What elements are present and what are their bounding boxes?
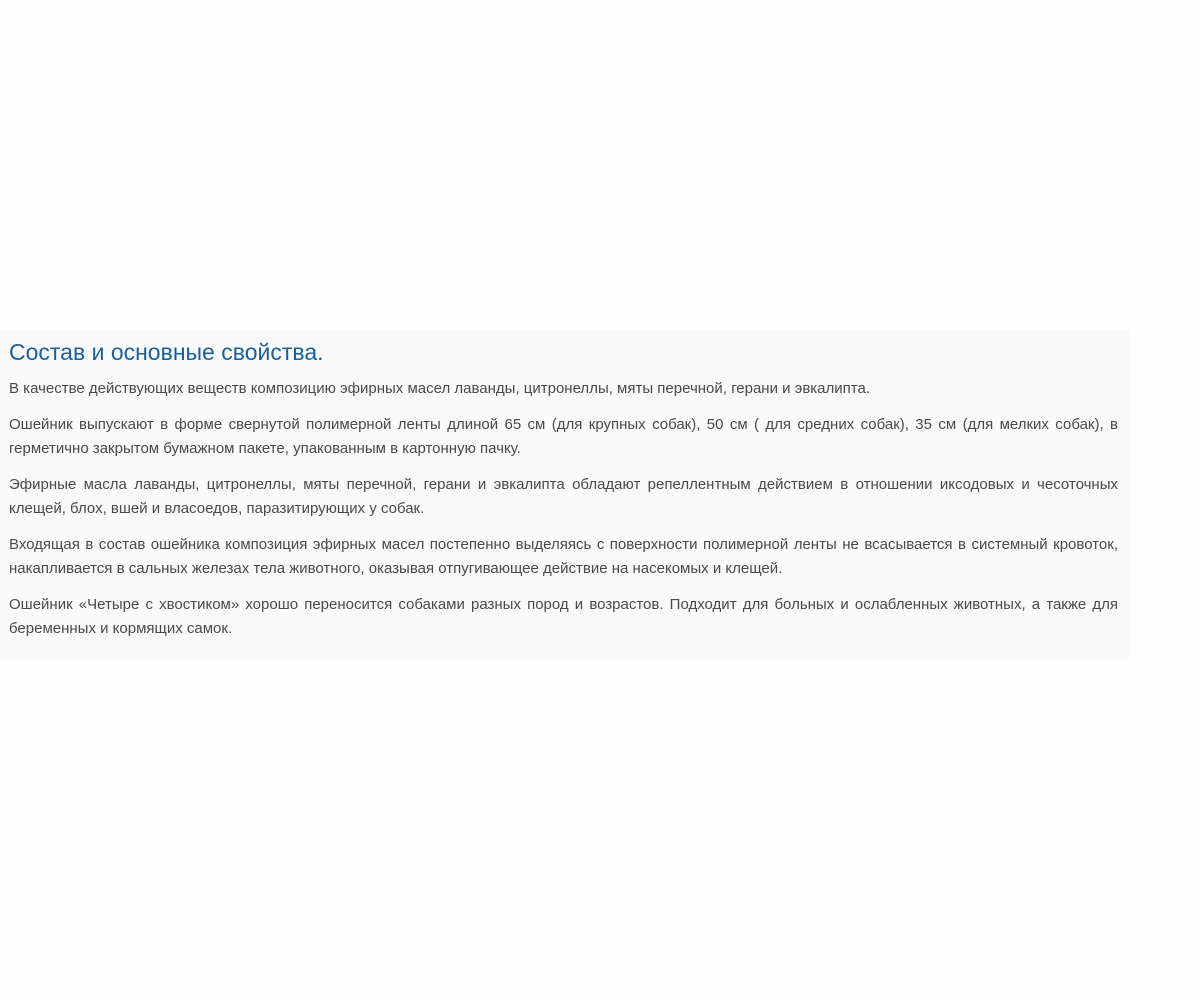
section-title: Состав и основные свойства. [9, 339, 324, 365]
paragraph-release-form: Ошейник выпускают в форме свернутой полимерной ленты длиной 65 см (для крупных собак), 50 см ( для средних собак), 35 см (для мелких собак), в герметично закрытом бумажном пакете, упакованным в картонную пачку. [9, 416, 1118, 457]
description-section [0, 330, 1130, 660]
paragraph-repellent-action: Эфирные масла лаванды, цитронеллы, мяты перечной, герани и эвкалипта обладают репеллентным действием в отношении иксодовых и чесоточных клещей, блох, вшей и власоедов, паразитирующих у собак. [9, 476, 1118, 517]
paragraph-active-ingredients: В качестве действующих веществ композицию эфирных масел лаванды, цитронеллы, мяты перечной, герани и эвкалипта. [9, 380, 870, 397]
paragraph-tolerance: Ошейник «Четыре с хвостиком» хорошо переносится собаками разных пород и возрастов. Подходит для больных и ослабленных животных, а также для беременных и кормящих самок. [9, 596, 1118, 637]
paragraph-mechanism: Входящая в состав ошейника композиция эфирных масел постепенно выделяясь с поверхности полимерной ленты не всасывается в системный кровоток, накапливается в сальных железах тела животного, оказывая отпугивающее действие на насекомых и клещей. [9, 536, 1118, 577]
